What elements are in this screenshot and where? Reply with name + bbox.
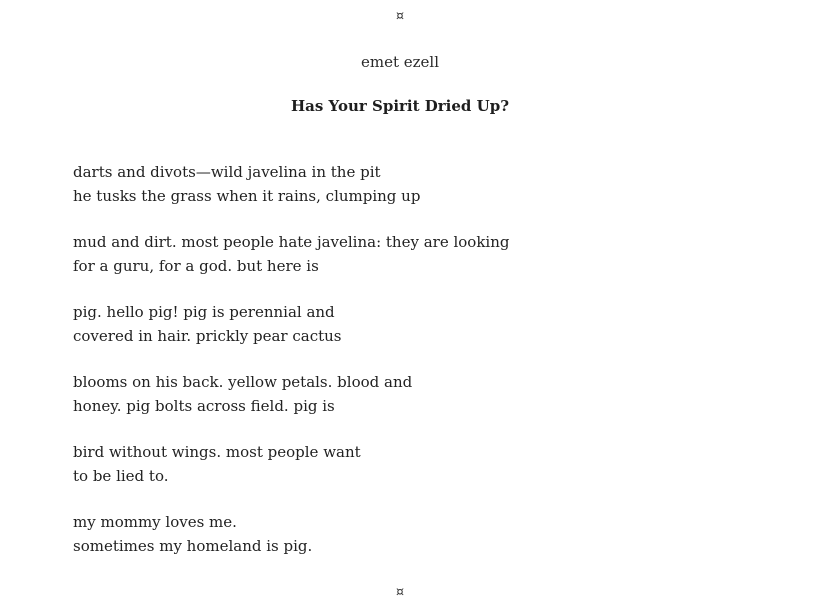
poem-line: to be lied to. [73, 466, 169, 485]
poem-line: blooms on his back. yellow petals. blood and [73, 373, 413, 391]
poem-title: Has Your Spirit Dried Up? [291, 97, 509, 115]
poem-line: my mommy loves me. [73, 513, 237, 531]
poem-line: pig. hello pig! pig is perennial and [73, 303, 335, 321]
stanza [73, 301, 773, 348]
poem-line: sometimes my homeland is pig. [73, 536, 313, 555]
stanza [73, 161, 773, 208]
poem-line: darts and divots—wild javelina in the pit [73, 163, 381, 181]
poem-line: for a guru, for a god. but here is [73, 256, 319, 275]
stanza [73, 511, 773, 558]
poem-line: he tusks the grass when it rains, clumping up [73, 186, 421, 205]
poem-line: honey. pig bolts across field. pig is [73, 396, 335, 415]
stanza [73, 371, 773, 418]
poem-line: mud and dirt. most people hate javelina: they are looking [73, 233, 510, 251]
stanza [73, 441, 773, 488]
stanza [73, 231, 773, 278]
poem-body [73, 161, 773, 581]
bottom-ornament: ¤ [395, 585, 405, 600]
poem-author: emet ezell [360, 53, 440, 71]
poem-line: bird without wings. most people want [73, 443, 361, 461]
poem-line: covered in hair. prickly pear cactus [73, 326, 342, 345]
top-ornament: ¤ [395, 9, 405, 24]
